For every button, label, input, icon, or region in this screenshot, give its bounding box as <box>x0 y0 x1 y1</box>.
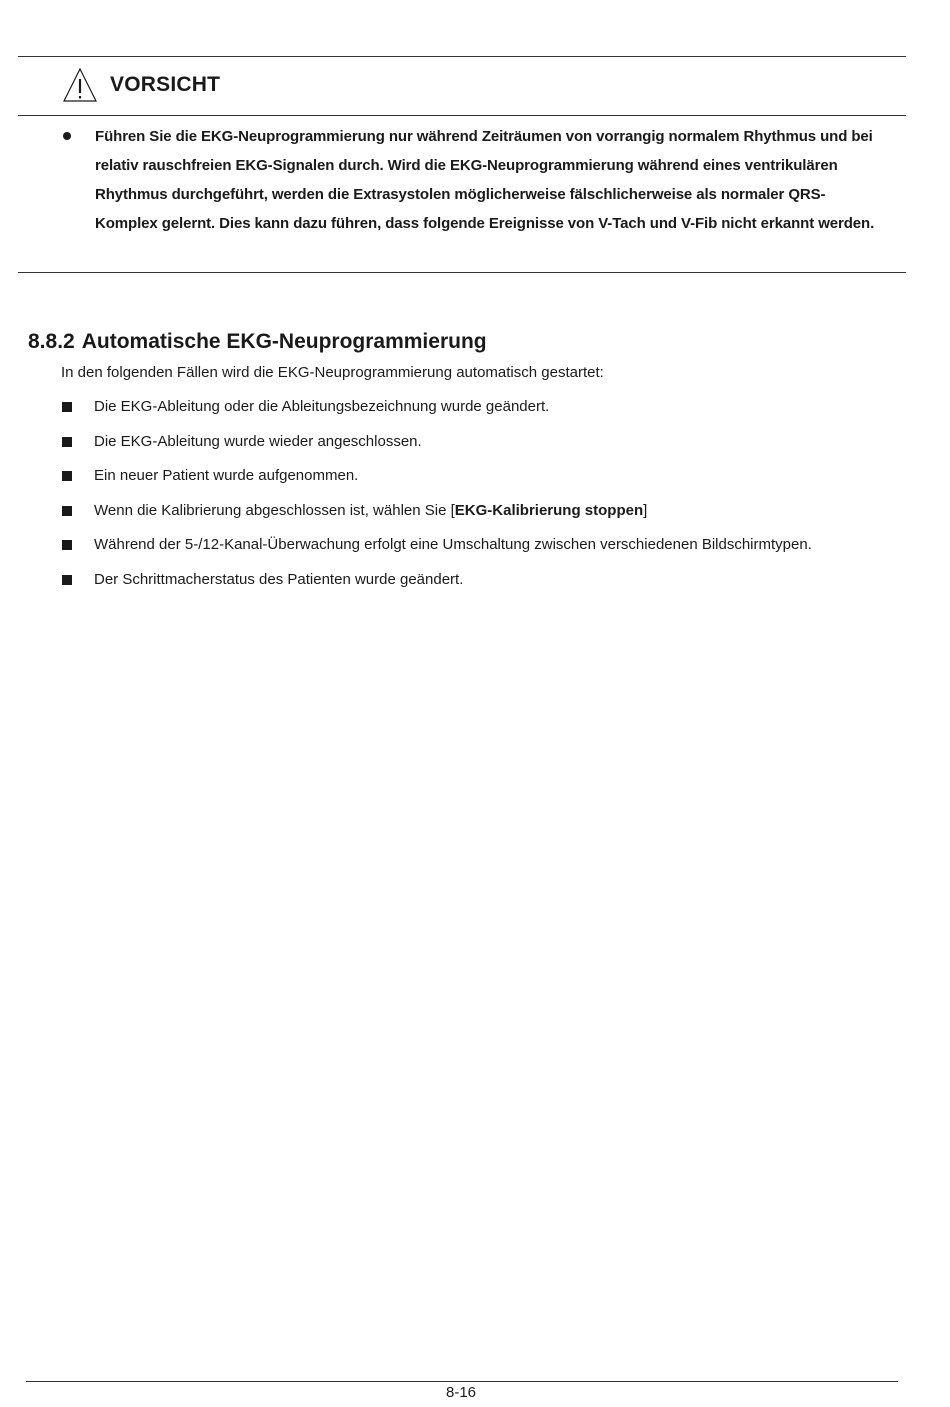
square-bullet-icon <box>62 540 72 550</box>
square-bullet-icon <box>62 402 72 412</box>
list-item-text: Während der 5-/12-Kanal-Überwachung erfolgt eine Umschaltung zwischen verschiedenen Bildschirmtypen. <box>94 536 812 553</box>
caution-text: Führen Sie die EKG-Neuprogrammierung nur während Zeiträumen von vorrangig normalem Rhythmus und bei relativ rauschfreien EKG-Signalen durch. Wird die EKG-Neuprogrammierung während eines ventrikulären Rhythmus durchgeführt, werden die Extrasystolen möglicherweise fälschlicherweise als normaler QRS-Komplex gelernt. Dies kann dazu führen, dass folgende Ereignisse von V-Tach und V-Fib nicht erkannt werden. <box>95 128 875 232</box>
warning-triangle-icon <box>62 67 98 103</box>
list-item <box>62 467 358 484</box>
list-item <box>62 571 463 588</box>
square-bullet-icon <box>62 575 72 585</box>
list-item-text-prefix: Wenn die Kalibrierung abgeschlossen ist, wählen Sie [ <box>94 502 455 519</box>
list-item-text: Die EKG-Ableitung wurde wieder angeschlossen. <box>94 433 422 450</box>
section-intro: In den folgenden Fällen wird die EKG-Neuprogrammierung automatisch gestartet: <box>61 364 604 381</box>
caution-bottom-rule <box>18 272 906 273</box>
list-item <box>62 398 549 415</box>
list-item-text: Der Schrittmacherstatus des Patienten wurde geändert. <box>94 571 464 588</box>
caution-header-rule <box>18 115 906 116</box>
section-title: Automatische EKG-Neuprogrammierung <box>81 330 487 353</box>
list-item <box>62 502 647 519</box>
page-number: 8-16 <box>445 1384 477 1401</box>
square-bullet-icon <box>62 471 72 481</box>
section-number: 8.8.2 <box>28 330 75 353</box>
section-heading <box>28 330 487 354</box>
list-item-text <box>94 502 647 519</box>
caution-top-rule <box>18 56 906 57</box>
caution-bullet <box>63 132 71 140</box>
list-item <box>62 433 422 450</box>
menu-reference: EKG-Kalibrierung stoppen <box>454 502 644 519</box>
square-bullet-icon <box>62 437 72 447</box>
footer-rule <box>26 1381 898 1382</box>
list-item <box>62 536 812 553</box>
square-bullet-icon <box>62 506 72 516</box>
list-item-text-suffix: ] <box>643 502 648 519</box>
list-item-text: Ein neuer Patient wurde aufgenommen. <box>94 467 359 484</box>
caution-title: VORSICHT <box>110 73 221 96</box>
list-item-text: Die EKG-Ableitung oder die Ableitungsbezeichnung wurde geändert. <box>94 398 550 415</box>
caution-header <box>62 65 220 105</box>
